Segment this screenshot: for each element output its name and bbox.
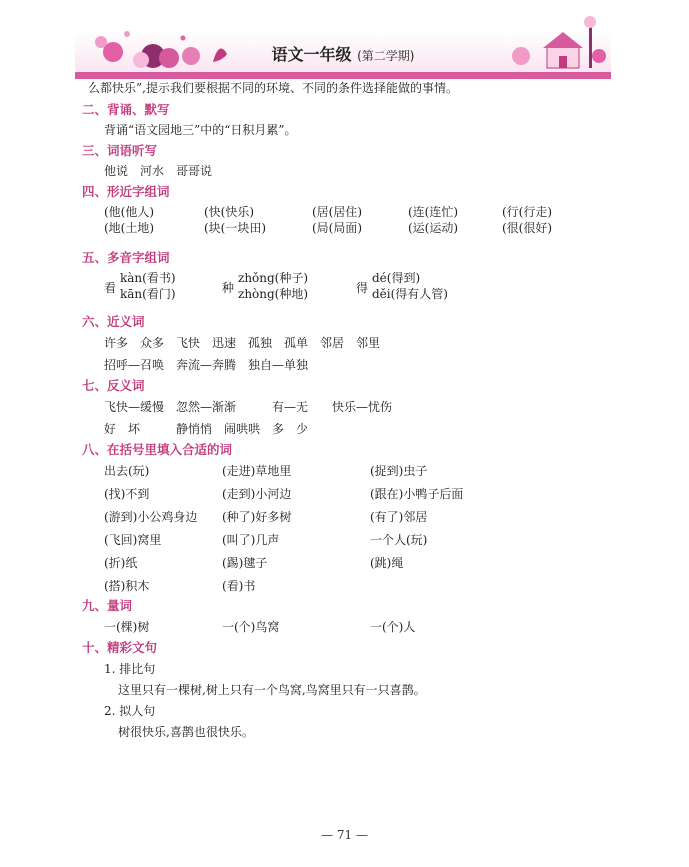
pair-top: (居(居住) bbox=[312, 205, 363, 219]
section-3-title: 三、词语听写 bbox=[82, 143, 158, 158]
pair-bottom: (局(局面) bbox=[312, 221, 363, 235]
section-4-title: 四、形近字组词 bbox=[82, 184, 170, 199]
section-8-title: 八、在括号里填入合适的词 bbox=[82, 442, 233, 457]
polyphone-group-1 bbox=[120, 270, 176, 302]
synonyms-line-1: 许多 众多 飞快 迅速 孤独 孤单 邻居 邻里 bbox=[104, 336, 381, 350]
fill-cell: (找)不到 bbox=[104, 487, 150, 501]
measure-word-1: 一(棵)树 bbox=[104, 620, 150, 634]
sentence-type-2: 2. 拟人句 bbox=[104, 704, 156, 718]
section-2-title: 二、背诵、默写 bbox=[82, 102, 170, 117]
similar-pair-1 bbox=[104, 204, 154, 236]
measure-word-3: 一(个)人 bbox=[370, 620, 416, 634]
fill-cell: (走到)小河边 bbox=[222, 487, 292, 501]
pair-bottom: (块(一块田) bbox=[204, 221, 267, 235]
reading-top: zhǒng(种子) bbox=[238, 271, 309, 285]
reading-bottom: zhòng(种地) bbox=[238, 287, 309, 301]
fill-cell: (看)书 bbox=[222, 579, 256, 593]
polyphone-group-3 bbox=[372, 270, 448, 302]
section-6-title: 六、近义词 bbox=[82, 314, 145, 329]
fill-cell: (走进)草地里 bbox=[222, 464, 292, 478]
pair-top: (他(他人) bbox=[104, 205, 155, 219]
polyphone-char-3: 得 bbox=[356, 281, 369, 295]
antonyms-line-1: 飞快—缓慢 忽然—渐渐 有—无 快乐—忧伤 bbox=[104, 400, 393, 414]
sentence-2: 树很快乐,喜鹊也很快乐。 bbox=[118, 725, 254, 739]
fill-cell: (踢)毽子 bbox=[222, 556, 268, 570]
page-number: — 71 — bbox=[321, 828, 368, 842]
section-7-title: 七、反义词 bbox=[82, 378, 145, 393]
sentence-type-1: 1. 排比句 bbox=[104, 662, 156, 676]
fill-cell: (跟在)小鸭子后面 bbox=[370, 487, 464, 501]
similar-pair-2 bbox=[204, 204, 266, 236]
polyphone-char-1: 看 bbox=[104, 281, 117, 295]
fill-cell: (叫了)几声 bbox=[222, 533, 280, 547]
fill-cell: 出去(玩) bbox=[104, 464, 150, 478]
pair-bottom: (很(很好) bbox=[502, 221, 553, 235]
fill-cell: (飞回)窝里 bbox=[104, 533, 162, 547]
polyphone-char-2: 种 bbox=[222, 281, 235, 295]
section-2-line: 背诵“语文园地三”中的“日积月累”。 bbox=[104, 123, 297, 137]
sentence-1: 这里只有一棵树,树上只有一个鸟窝,鸟窝里只有一只喜鹊。 bbox=[118, 683, 426, 697]
pair-bottom: (运(运动) bbox=[408, 221, 459, 235]
reading-top: kàn(看书) bbox=[120, 271, 176, 285]
similar-pair-4 bbox=[408, 204, 458, 236]
section-10-title: 十、精彩文句 bbox=[82, 640, 158, 655]
fill-cell: (种了)好多树 bbox=[222, 510, 292, 524]
section-5-title: 五、多音字组词 bbox=[82, 250, 170, 265]
header-rule bbox=[75, 72, 611, 79]
fill-cell: (跳)绳 bbox=[370, 556, 404, 570]
fill-cell: (搭)积木 bbox=[104, 579, 150, 593]
similar-pair-5 bbox=[502, 204, 552, 236]
synonyms-line-2: 招呼—召唤 奔流—奔腾 独自—单独 bbox=[104, 358, 309, 372]
fill-cell: 一个人(玩) bbox=[370, 533, 428, 547]
reading-bottom: kān(看门) bbox=[120, 287, 176, 301]
section-3-line: 他说 河水 哥哥说 bbox=[104, 164, 213, 178]
page-title bbox=[75, 42, 611, 65]
similar-pair-3 bbox=[312, 204, 362, 236]
title-main: 语文一年级 bbox=[271, 45, 352, 64]
pair-top: (行(行走) bbox=[502, 205, 553, 219]
antonyms-line-2: 好 坏 静悄悄 闹哄哄 多 少 bbox=[104, 422, 309, 436]
fill-cell: (游到)小公鸡身边 bbox=[104, 510, 198, 524]
fill-cell: (捉到)虫子 bbox=[370, 464, 428, 478]
section-9-title: 九、量词 bbox=[82, 598, 133, 613]
page-header bbox=[75, 12, 611, 76]
fill-cell: (有了)邻居 bbox=[370, 510, 428, 524]
intro-line: 么都快乐”,提示我们要根据不同的环境、不同的条件选择能做的事情。 bbox=[88, 81, 458, 95]
pair-top: (快(快乐) bbox=[204, 205, 255, 219]
reading-top: dé(得到) bbox=[372, 271, 421, 285]
pair-bottom: (地(土地) bbox=[104, 221, 155, 235]
reading-bottom: děi(得有人管) bbox=[372, 287, 448, 301]
measure-word-2: 一(个)鸟窝 bbox=[222, 620, 280, 634]
pair-top: (连(连忙) bbox=[408, 205, 459, 219]
fill-cell: (折)纸 bbox=[104, 556, 138, 570]
title-subtitle: (第二学期) bbox=[357, 49, 415, 63]
polyphone-group-2 bbox=[238, 270, 308, 302]
